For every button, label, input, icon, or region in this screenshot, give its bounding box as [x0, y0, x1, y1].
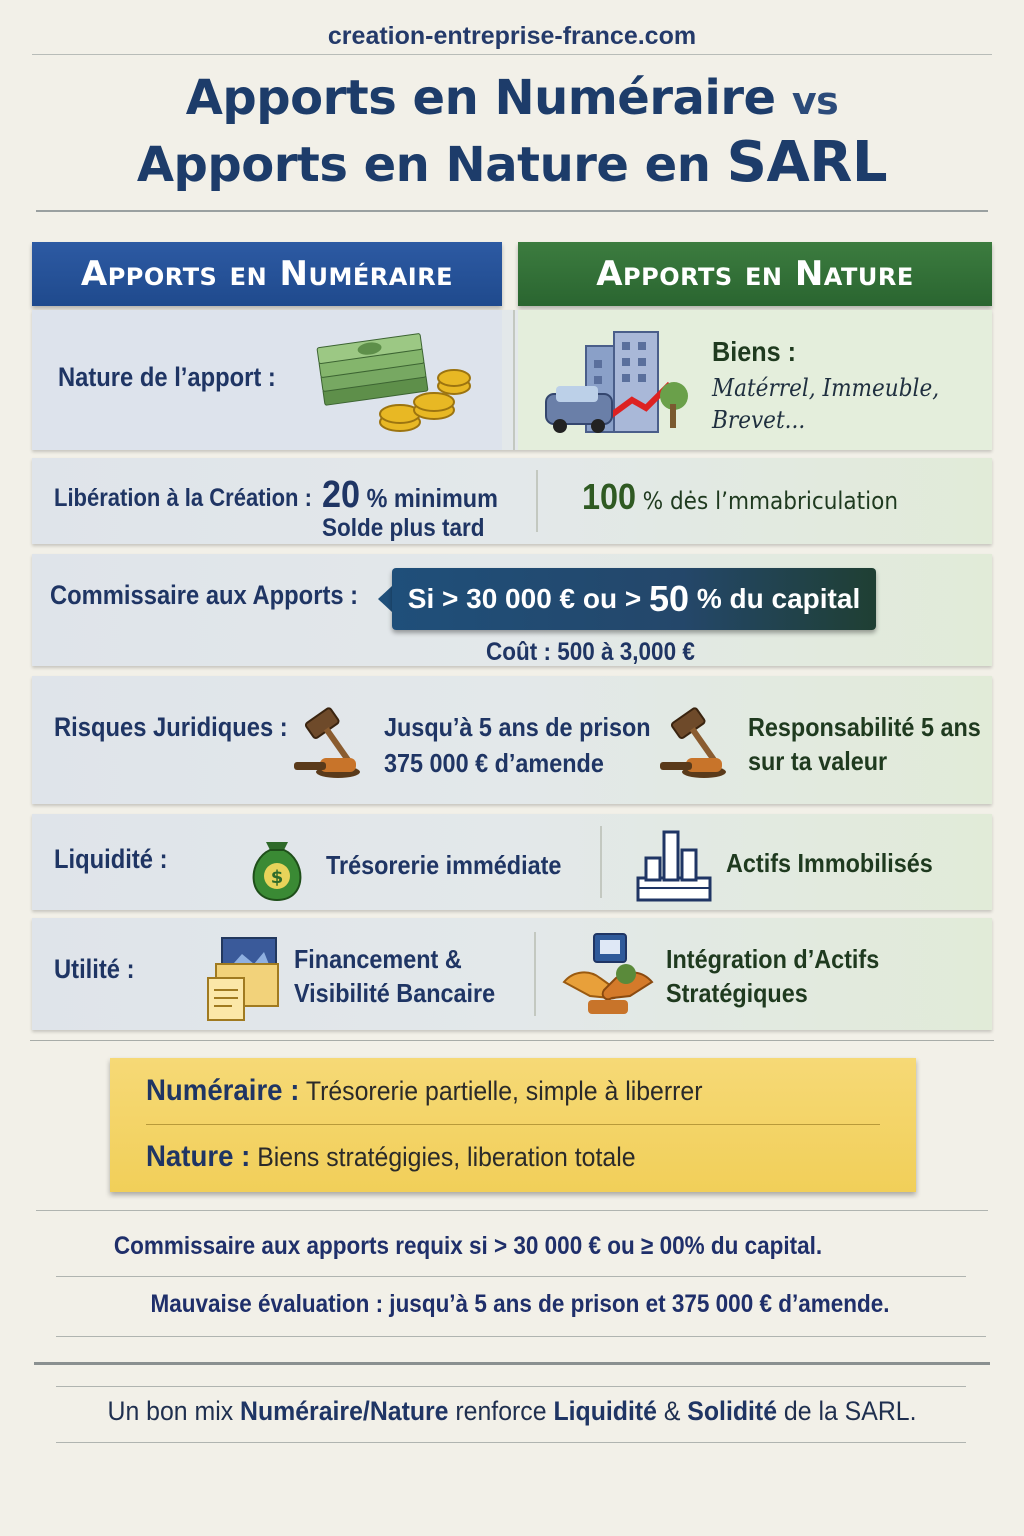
page-title-line2 [0, 130, 1024, 195]
utilite-right-line1: Intégration d’Actifs [666, 944, 880, 974]
documents-icon [204, 934, 284, 1024]
risques-left-line1: Jusqu’à 5 ans de prison [384, 712, 651, 742]
risques-right-line1: Responsabilité 5 ans [748, 712, 981, 742]
summary-divider [146, 1124, 880, 1125]
label-utilite: Utilité : [54, 954, 135, 984]
pill-text-a: Si > 30 000 € ou > [407, 583, 642, 614]
title-sarl: SARL [726, 130, 888, 195]
commissaire-cost: Coût : 500 à 3,000 € [486, 638, 695, 666]
risques-left-line2: 375 000 € d’amende [384, 748, 604, 778]
page-title-line1 [0, 70, 1024, 126]
summary-numeraire [146, 1074, 703, 1108]
money-bag-icon [244, 826, 310, 904]
summary-nature-bold: Nature : [146, 1140, 251, 1173]
utilite-left-line1: Financement & [294, 944, 462, 974]
rows-bottom-rule [30, 1040, 994, 1041]
liberation-right-rest: % dės l’mmabriculation [642, 487, 899, 515]
footer-rule-top [34, 1362, 990, 1365]
liberation-right [582, 476, 898, 518]
liquidite-right: Actifs Immobilisés [726, 848, 933, 878]
money-stack-icon [316, 330, 476, 436]
title-line1-main: Apports en Numéraire [185, 70, 776, 126]
nature-biens-line2: Brevet... [712, 406, 806, 434]
liberation-left-sub: Solde plus tard [322, 514, 485, 542]
label-liquidite: Liquidité : [54, 844, 168, 874]
title-line2-main: Apports en Nature en [136, 137, 711, 193]
nature-biens-title: Biens : [712, 336, 797, 367]
site-url: creation-entreprise-france.com [327, 22, 697, 50]
label-commissaire: Commissaire aux Apports : [50, 580, 359, 610]
liberation-left-big: 20 [322, 474, 361, 516]
pill-text-b: % du capital [696, 583, 861, 614]
footer-b: Numéraire/Nature [240, 1396, 449, 1426]
pill-big: 50 [649, 578, 690, 619]
risques-right-line2: sur ta valeur [748, 746, 888, 776]
handshake-icon [560, 930, 656, 1020]
footer-c: renforce [448, 1396, 554, 1426]
notes-rule-mid [56, 1276, 966, 1277]
footer-rule-bottom [56, 1442, 966, 1443]
note-commissaire: Commissaire aux apports requix si > 30 000 € ou ≥ 00% du capital. [113, 1232, 823, 1260]
title-rule [36, 210, 988, 212]
footer-f: Solidité [687, 1396, 778, 1426]
footer-g: de la SARL. [777, 1396, 917, 1426]
gavel-icon [656, 706, 736, 782]
factory-icon [634, 828, 714, 902]
commissaire-threshold-pill [392, 568, 876, 630]
notes-rule-top [36, 1210, 988, 1211]
note-evaluation: Mauvaise évaluation : jusqu’à 5 ans de prison et 375 000 € d’amende. [150, 1290, 890, 1318]
column-header-numeraire: Apports en Numéraire [32, 242, 502, 306]
gavel-icon [290, 706, 370, 782]
column-header-nature: Apports en Nature [518, 242, 992, 306]
summary-nature-text: Biens stratégigies, liberation totale [250, 1142, 636, 1172]
label-nature: Nature de l’apport : [58, 362, 276, 392]
utilite-left-line2: Visibilité Bancaire [294, 978, 496, 1008]
footer-e: & [656, 1396, 688, 1426]
title-vs: vs [791, 79, 839, 123]
liberation-right-big: 100 [582, 476, 637, 517]
summary-nature [146, 1140, 636, 1174]
pill-arrow [378, 586, 392, 612]
liberation-left-rest: % minimum [366, 483, 498, 513]
label-liberation: Libération à la Création : [54, 484, 312, 512]
buildings-car-icon [542, 330, 692, 436]
summary-box [110, 1058, 916, 1192]
footer-a: Un bon mix [107, 1396, 241, 1426]
liberation-left-main [322, 474, 498, 517]
liquidite-left: Trésorerie immédiate [326, 850, 562, 880]
footer-d: Liquidité [553, 1396, 657, 1426]
top-rule [32, 54, 992, 55]
footer-text [41, 1396, 983, 1427]
label-risques: Risques Juridiques : [54, 712, 288, 742]
summary-numeraire-bold: Numéraire : [146, 1074, 300, 1107]
svg-text:$: $ [270, 867, 284, 888]
utilite-right-line2: Stratégiques [666, 978, 808, 1008]
footer-rule-mid [56, 1386, 966, 1387]
nature-biens-line1: Matérrel, Immeuble, [712, 374, 940, 402]
summary-numeraire-text: Trésorerie partielle, simple à liberrer [299, 1076, 703, 1106]
notes-rule-bottom [56, 1336, 986, 1337]
